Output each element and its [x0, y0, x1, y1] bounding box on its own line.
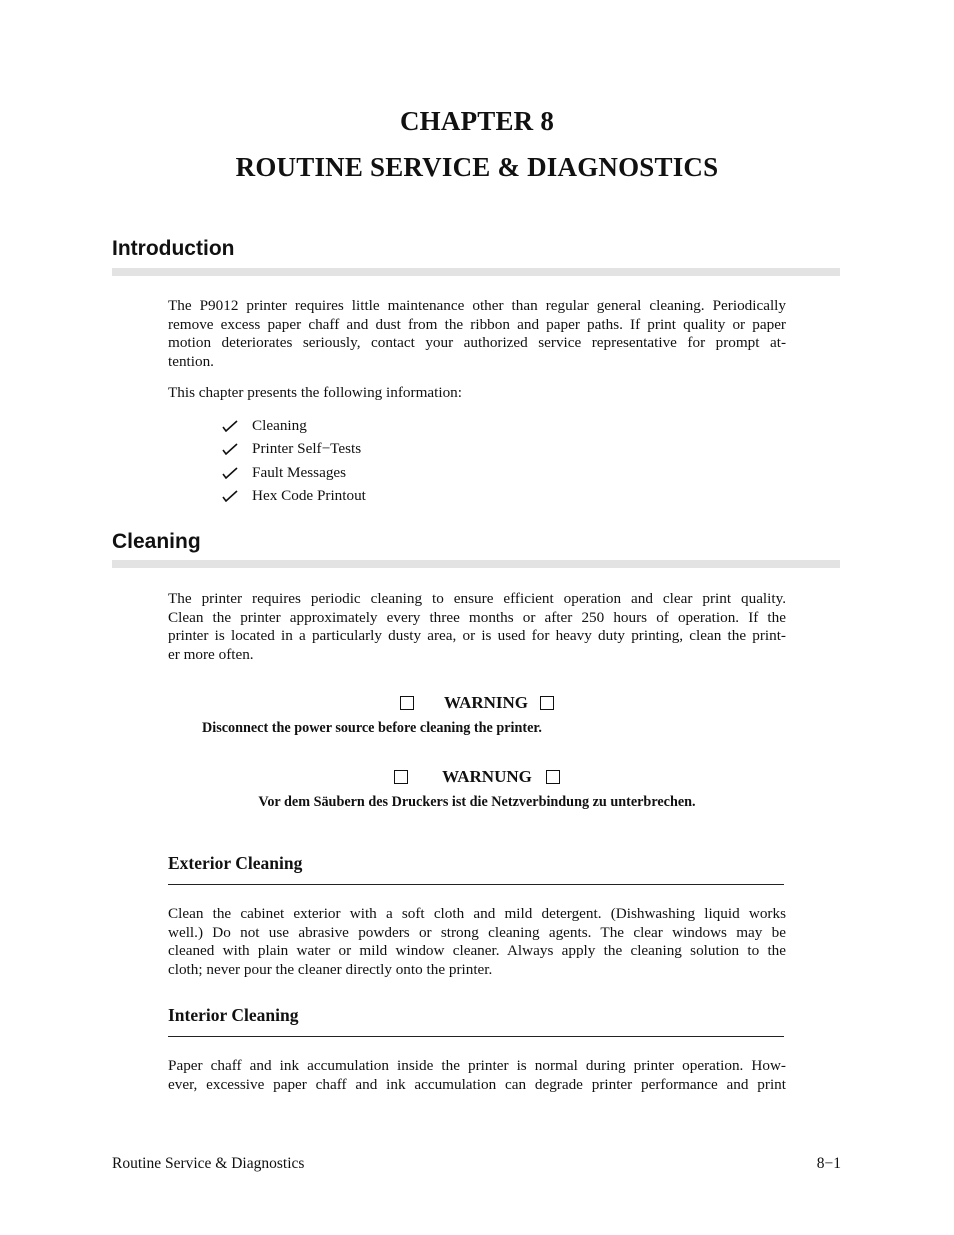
introduction-line: remove excess paper chaff and dust from the ribbon and paper paths. If print quality or paper [168, 315, 786, 333]
cleaning-heading: Cleaning [112, 530, 201, 553]
list-item [222, 414, 366, 438]
cleaning-paragraph [168, 590, 786, 664]
list-intro: This chapter presents the following information: [168, 384, 462, 401]
cleaning-line: printer is located in a particularly dusty area, or is used for heavy duty printing, clean the print- [168, 627, 786, 645]
exterior-cleaning-heading: Exterior Cleaning [168, 853, 303, 873]
interior-cleaning-heading: Interior Cleaning [168, 1005, 299, 1025]
chapter-title: ROUTINE SERVICE & DIAGNOSTICS [235, 152, 719, 182]
chapter-number: CHAPTER 8 [399, 106, 555, 136]
exterior-line: cleaned with plain water or mild window cleaner. Always apply the cleaning solution to the [168, 942, 786, 960]
list-item [222, 438, 366, 462]
exterior-line: well.) Do not use abrasive powders or strong cleaning agents. The clear windows may be [168, 923, 786, 941]
introduction-line: tention. [168, 352, 214, 370]
checkmark-icon [222, 490, 252, 502]
introduction-paragraph [168, 297, 786, 371]
exterior-cleaning-paragraph [168, 905, 786, 979]
checkmark-icon [222, 420, 252, 432]
warning-title [0, 693, 954, 713]
warning-box-icon [546, 770, 560, 784]
checkmark-icon [222, 467, 252, 479]
interior-line: ever, excessive paper chaff and ink accumulation can degrade printer performance and print [168, 1075, 786, 1093]
warning-box-icon [400, 696, 414, 710]
interior-cleaning-paragraph [168, 1057, 786, 1094]
warnung-title-text: WARNUNG [442, 767, 532, 786]
warning-box-icon [394, 770, 408, 784]
warning-text: Disconnect the power source before cleaning the printer. [202, 720, 542, 736]
warnung-title [0, 767, 954, 787]
introduction-heading: Introduction [112, 237, 235, 260]
warning-title-text: WARNING [443, 693, 529, 712]
list-item-label: Fault Messages [252, 463, 347, 481]
exterior-cleaning-rule [168, 884, 784, 885]
introduction-line: motion deteriorates seriously, contact your authorized service representative for prompt at- [168, 334, 786, 352]
checkmark-icon [222, 443, 252, 455]
cleaning-line: Clean the printer approximately every three months or after 250 hours of operation. If the [168, 608, 786, 626]
topic-list [222, 414, 366, 508]
introduction-rule [112, 268, 840, 276]
list-item [222, 485, 366, 509]
cleaning-line: The printer requires periodic cleaning to ensure efficient operation and clear print quality. [168, 590, 786, 607]
list-item-label: Cleaning [252, 416, 307, 434]
cleaning-line: er more often. [168, 645, 254, 663]
list-item [222, 461, 366, 485]
exterior-line: cloth; never pour the cleaner directly onto the printer. [168, 960, 493, 978]
warning-box-icon [540, 696, 554, 710]
interior-cleaning-rule [168, 1036, 784, 1037]
list-item-label: Printer Self−Tests [252, 440, 362, 458]
footer-title: Routine Service & Diagnostics [112, 1155, 305, 1172]
introduction-line: The P9012 printer requires little maintenance other than regular general cleaning. Periodically [168, 297, 786, 314]
exterior-line: Clean the cabinet exterior with a soft cloth and mild detergent. (Dishwashing liquid works [168, 905, 786, 922]
page-number: 8−1 [816, 1155, 841, 1172]
list-item-label: Hex Code Printout [252, 487, 366, 505]
cleaning-rule [112, 560, 840, 568]
interior-line: Paper chaff and ink accumulation inside the printer is normal during printer operation. How- [168, 1057, 786, 1074]
warnung-text: Vor dem Säubern des Druckers ist die Netzverbindung zu unterbrechen. [258, 794, 696, 810]
